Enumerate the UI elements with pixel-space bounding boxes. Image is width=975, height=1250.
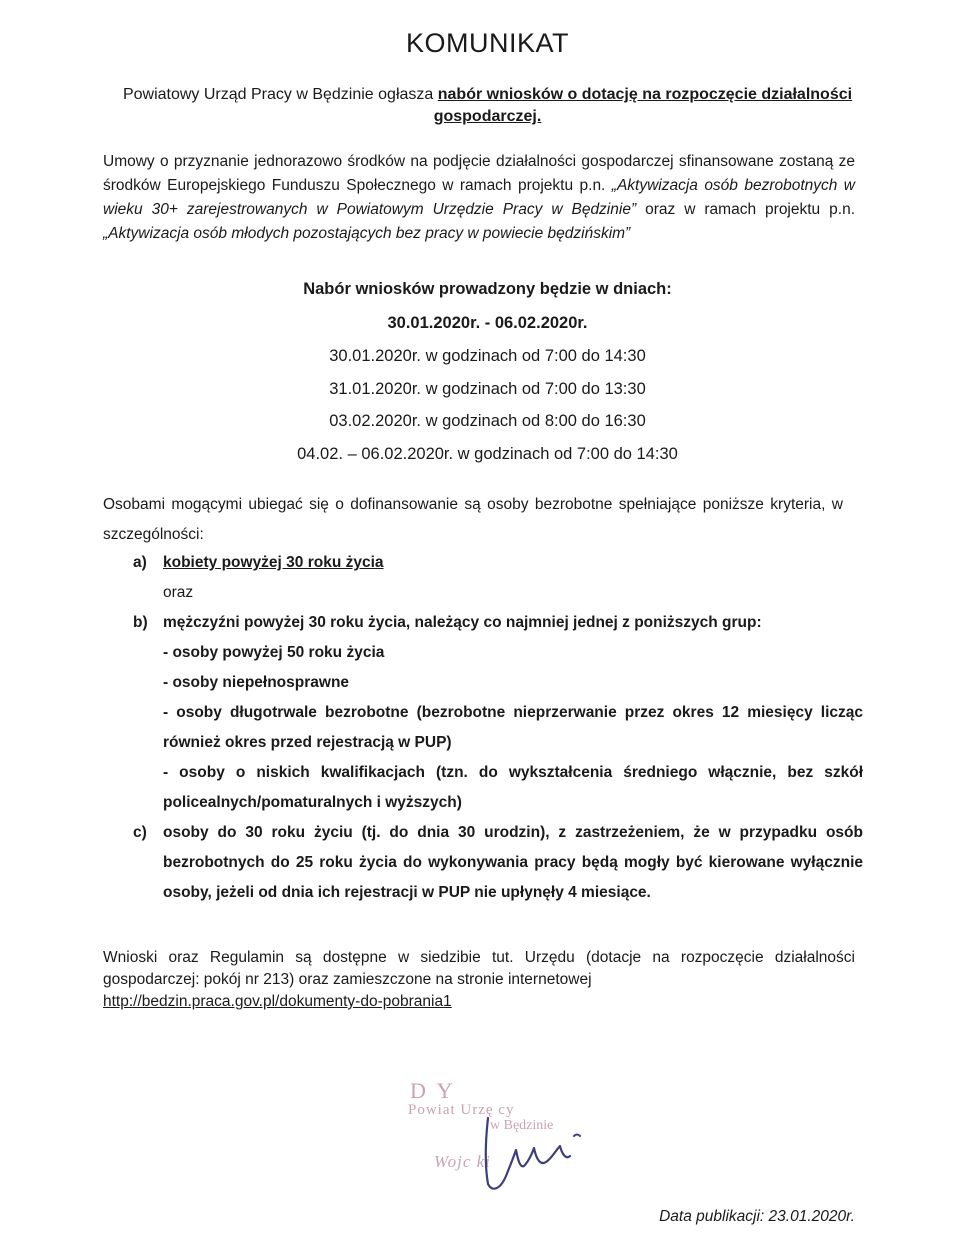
recruitment-heading: Nabór wniosków prowadzony będzie w dniach:: [303, 280, 672, 298]
recruitment-schedule: [0, 272, 975, 470]
funding-paragraph: [103, 150, 855, 246]
schedule-line: 03.02.2020r. w godzinach od 8:00 do 16:30: [329, 412, 646, 430]
criterion-a: [133, 548, 863, 608]
intro-announcement: nabór wniosków o dotację na rozpoczęcie działalności gospodarczej.: [433, 86, 853, 125]
documents-link[interactable]: http://bedzin.praca.gov.pl/dokumenty-do-pobrania1: [103, 993, 452, 1010]
schedule-line: 31.01.2020r. w godzinach od 7:00 do 13:30: [329, 379, 646, 398]
signature-icon: [470, 1106, 610, 1196]
criterion-c-text: osoby do 30 roku życiu (tj. do dnia 30 urodzin), z zastrzeżeniem, że w przypadku osób bezrobotnych do 25 roku życia do wykonywania pracy będą mogły być kierowane wyłącznie osoby, jeżeli od dnia ich rejestracji w PUP nie upłynęły 4 miesiące.: [163, 824, 863, 901]
criterion-marker: a): [133, 554, 147, 571]
funding-text-2: oraz w ramach projektu p.n.: [636, 201, 856, 218]
recruitment-range: 30.01.2020r. - 06.02.2020r.: [387, 314, 588, 332]
availability-text: Wnioski oraz Regulamin są dostępne w siedzibie tut. Urzędu (dotacje na rozpoczęcie działalności gospodarczej: pokój nr 213) oraz zamieszczone na stronie internetowej: [103, 949, 855, 988]
criterion-b-text: mężczyźni powyżej 30 roku życia, należący co najmniej jednej z poniższych grup:: [163, 614, 762, 631]
criterion-a-text: kobiety powyżej 30 roku życia: [163, 554, 384, 571]
intro-prefix: Powiatowy Urząd Pracy w Będzinie ogłasza: [122, 86, 438, 103]
stamp-line: Powiat Urzę cy: [408, 1102, 515, 1118]
criterion-b: [133, 608, 863, 818]
stamp-line: D Y: [410, 1078, 456, 1103]
stamp-line: w Będzinie: [490, 1118, 554, 1133]
schedule-line: 04.02. – 06.02.2020r. w godzinach od 7:00 do 14:30: [297, 444, 678, 463]
criterion-a-conjunction: oraz: [163, 584, 194, 601]
criteria-list: [133, 548, 863, 908]
eligibility-paragraph: Osobami mogącymi ubiegać się o dofinansowanie są osoby bezrobotne spełniające poniższe kryteria, w szczególności:: [103, 496, 843, 543]
stamp-line: Wojc ki: [434, 1152, 491, 1171]
criterion-c: [133, 818, 863, 908]
group-item: - osoby powyżej 50 roku życia: [163, 644, 385, 661]
schedule-line: 30.01.2020r. w godzinach od 7:00 do 14:30: [329, 347, 646, 365]
group-item: - osoby o niskich kwalifikacjach (tzn. do wykształcenia średniego włącznie, bez szkół policealnych/pomaturalnych i wyższych): [163, 764, 863, 811]
intro-paragraph: [110, 84, 865, 128]
criterion-marker: c): [133, 824, 147, 841]
criterion-marker: b): [133, 614, 148, 631]
funding-text-1: Umowy o przyznanie jednorazowo środków na podjęcie działalności gospodarczej sfinansowane zostaną ze środków Europejskiego Funduszu Społecznego w ramach projektu p.n.: [103, 153, 855, 194]
project-name-2: „Aktywizacja osób młodych pozostających bez pracy w powiecie będzińskim”: [103, 225, 631, 242]
office-stamp: [400, 1078, 660, 1198]
availability-paragraph: [103, 947, 855, 1013]
group-item: - osoby długotrwale bezrobotne (bezrobotne nieprzerwanie przez okres 12 miesięcy licząc również okres przed rejestracją w PUP): [163, 704, 863, 751]
group-item: - osoby niepełnosprawne: [163, 674, 350, 691]
publication-date: Data publikacji: 23.01.2020r.: [659, 1208, 855, 1225]
project-name-1: „Aktywizacja osób bezrobotnych w wieku 30+ zarejestrowanych w Powiatowym Urzędzie Pracy w Będzinie”: [103, 177, 855, 218]
document-title: KOMUNIKAT: [405, 28, 569, 58]
